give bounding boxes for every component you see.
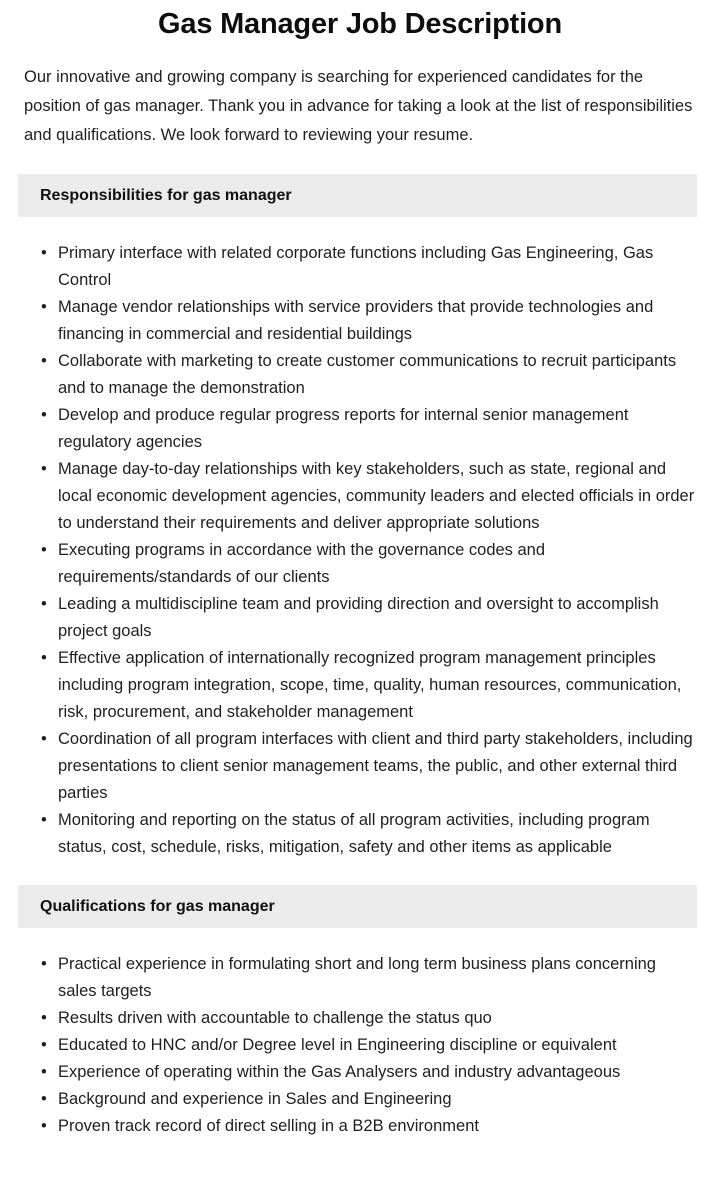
list-item [0, 537, 720, 591]
list-item [0, 1005, 720, 1032]
list-item [0, 1086, 720, 1113]
list-item [0, 726, 720, 807]
bullet-icon: • [41, 811, 47, 829]
list-item [0, 591, 720, 645]
qualifications-list [0, 928, 720, 1140]
bullet-icon: • [41, 955, 47, 973]
list-item-text: Monitoring and reporting on the status of all program activities, including program status, cost, schedule, risks, mitigation, safety and other items as applicable [58, 811, 650, 856]
page-title: Gas Manager Job Description [158, 8, 562, 40]
list-item-text: Background and experience in Sales and Engineering [58, 1090, 452, 1108]
section-header-responsibilities: Responsibilities for gas manager [18, 174, 697, 217]
list-item-text: Develop and produce regular progress reports for internal senior management regulatory agencies [58, 406, 629, 451]
bullet-icon: • [41, 244, 47, 262]
list-item [0, 645, 720, 726]
list-item [0, 240, 720, 294]
list-item [0, 456, 720, 537]
list-item-text: Results driven with accountable to challenge the status quo [58, 1009, 492, 1027]
list-item-text: Leading a multidiscipline team and providing direction and oversight to accomplish project goals [58, 595, 659, 640]
list-item-text: Effective application of internationally recognized program management principles including program integration, scope, time, quality, human resources, communication, risk, procurement, and stakeholder management [58, 649, 682, 721]
list-item [0, 402, 720, 456]
bullet-icon: • [41, 1063, 47, 1081]
list-item [0, 807, 720, 861]
list-item [0, 951, 720, 1005]
bullet-icon: • [41, 730, 47, 748]
section-responsibilities [0, 174, 720, 861]
bullet-icon: • [41, 541, 47, 559]
bullet-icon: • [41, 1090, 47, 1108]
list-item-text: Proven track record of direct selling in a B2B environment [58, 1117, 479, 1135]
bullet-icon: • [41, 352, 47, 370]
list-item-text: Executing programs in accordance with the governance codes and requirements/standards of our clients [58, 541, 546, 586]
list-item [0, 1059, 720, 1086]
bullet-icon: • [41, 1036, 47, 1054]
bullet-icon: • [41, 298, 47, 316]
list-item-text: Primary interface with related corporate functions including Gas Engineering, Gas Control [58, 244, 654, 289]
bullet-icon: • [41, 1117, 47, 1135]
section-qualifications [0, 885, 720, 1140]
list-item-text: Experience of operating within the Gas Analysers and industry advantageous [58, 1063, 621, 1081]
list-item-text: Coordination of all program interfaces with client and third party stakeholders, including presentations to client senior management teams, the public, and other external third parties [58, 730, 693, 802]
list-item-text: Collaborate with marketing to create customer communications to recruit participants and to manage the demonstration [58, 352, 677, 397]
page-bottom-spacer [0, 1140, 720, 1156]
responsibilities-list [0, 217, 720, 861]
list-item [0, 1113, 720, 1140]
bullet-icon: • [41, 649, 47, 667]
list-item [0, 348, 720, 402]
list-item-text: Educated to HNC and/or Degree level in Engineering discipline or equivalent [58, 1036, 617, 1054]
bullet-icon: • [41, 1009, 47, 1027]
list-item-text: Manage day-to-day relationships with key stakeholders, such as state, regional and local economic development agencies, community leaders and elected officials in order to understand their requirements and deliver appropriate solutions [58, 460, 695, 532]
list-item [0, 1032, 720, 1059]
list-item-text: Practical experience in formulating short and long term business plans concerning sales targets [58, 955, 656, 1000]
bullet-icon: • [41, 406, 47, 424]
bullet-icon: • [41, 460, 47, 478]
list-item-text: Manage vendor relationships with service providers that provide technologies and financing in commercial and residential buildings [58, 298, 654, 343]
bullet-icon: • [41, 595, 47, 613]
list-item [0, 294, 720, 348]
section-header-qualifications: Qualifications for gas manager [18, 885, 697, 928]
intro-paragraph: Our innovative and growing company is searching for experienced candidates for the position of gas manager. Thank you in advance for taking a look at the list of responsibilities and qualifications. We look forward to reviewing your resume. [24, 68, 693, 144]
